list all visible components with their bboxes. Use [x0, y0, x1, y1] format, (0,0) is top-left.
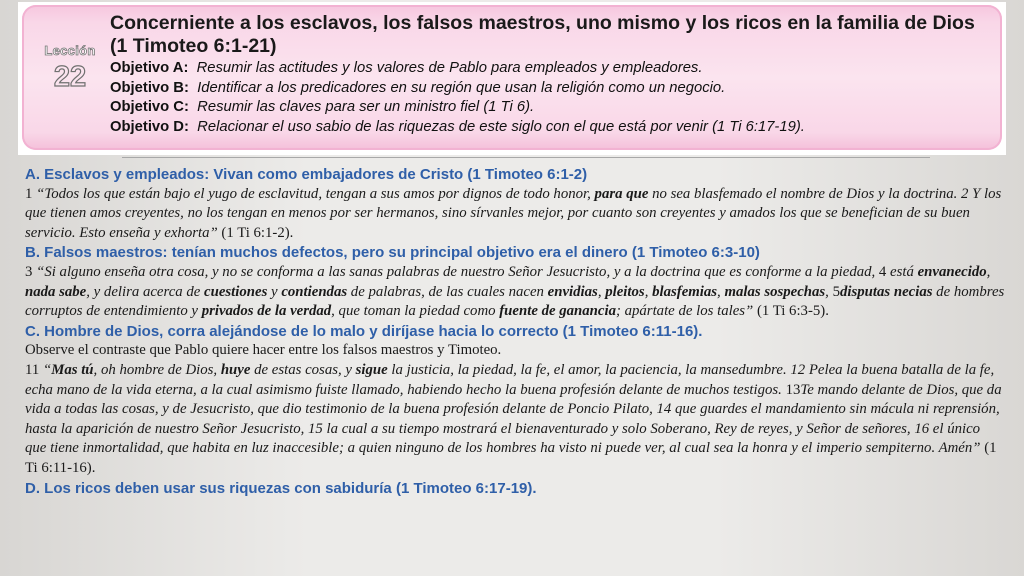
- objective-text: Resumir las claves para ser un ministro fiel (1 Ti 6).: [197, 99, 535, 115]
- lesson-word: Lección: [44, 43, 96, 58]
- scripture-text: y: [267, 283, 282, 300]
- scripture-reference: (1 Ti 6:1-2).: [217, 224, 294, 241]
- objective-label: Objetivo B:: [110, 79, 189, 96]
- verse-number: 4: [878, 263, 891, 280]
- scripture-text: ,: [717, 283, 725, 300]
- scripture-text: de estas cosas, y: [250, 361, 356, 378]
- scripture-emphasis: malas sospechas: [724, 283, 826, 300]
- verse-number: 1: [25, 185, 37, 202]
- scripture-emphasis: contiendas: [281, 283, 348, 300]
- scripture-text: ,: [986, 263, 991, 280]
- verse-number: 13: [785, 381, 801, 398]
- objective-text: Resumir las actitudes y los valores de Pablo para empleados y empleadores.: [196, 60, 703, 76]
- scripture-text: “: [42, 361, 52, 378]
- scripture-emphasis: blasfemias: [652, 283, 718, 300]
- scripture-reference: (1 Ti 6:11-16).: [25, 440, 997, 476]
- scripture-text: ,: [644, 283, 653, 300]
- section-b-passage: [25, 263, 1005, 322]
- scripture-emphasis: cuestiones: [204, 283, 268, 300]
- scripture-text: “Si alguno enseña otra cosa, y no se conforma a las sanas palabras de nuestro Señor Jesucristo, y a la doctrina que es conforme a la piedad,: [36, 263, 879, 280]
- scripture-emphasis: para que: [594, 185, 649, 202]
- objective-label: Objetivo C:: [110, 99, 189, 115]
- scripture-text: la justicia, la piedad, la fe, el amor, la paciencia, la mansedumbre. 12 Pelea la buena batalla de la fe, echa mano de la vida eterna, a la cual asimismo fuiste llamado, habiendo hecho la buena profesión delante de muchos testigos.: [25, 361, 995, 398]
- scripture-text: de hombres corruptos de entendimiento y: [25, 283, 1005, 320]
- objectives-list: [110, 59, 1000, 137]
- scripture-text: ; apártate de los tales”: [615, 303, 754, 320]
- lesson-content: [25, 165, 1005, 498]
- objective-a: [110, 59, 1000, 79]
- objective-label: Objetivo D:: [110, 118, 189, 135]
- objective-b: [110, 79, 1000, 99]
- scripture-emphasis: nada sabe: [25, 283, 87, 300]
- section-a-passage: [25, 185, 1005, 244]
- scripture-emphasis: disputas necias: [839, 283, 933, 300]
- scripture-emphasis: envidias: [547, 283, 598, 300]
- scripture-emphasis: envanecido: [917, 263, 987, 280]
- scripture-emphasis: privados de la verdad: [201, 303, 332, 320]
- scripture-text: ,: [597, 283, 606, 300]
- scripture-text: , que toman la piedad como: [331, 303, 500, 320]
- objective-text: Relacionar el uso sabio de las riquezas de este siglo con el que está por venir (1 Ti 6:17-19).: [197, 118, 805, 135]
- scripture-emphasis: pleitos: [605, 283, 645, 300]
- section-a-heading: A. Esclavos y empleados: Vivan como embajadores de Cristo (1 Timoteo 6:1-2): [25, 166, 588, 183]
- scripture-text: “Todos los que están bajo el yugo de esclavitud, tengan a sus amos por dignos de todo honor,: [36, 185, 595, 202]
- lesson-title: Concerniente a los esclavos, los falsos maestros, uno mismo y los ricos en la familia de Dios (1 Timoteo 6:1-21): [110, 12, 975, 57]
- scripture-emphasis: huye: [220, 361, 251, 378]
- lesson-banner: [22, 5, 1002, 150]
- scripture-reference: (1 Ti 6:3-5).: [753, 303, 829, 320]
- section-d-heading: D. Los ricos deben usar sus riquezas con sabiduría (1 Timoteo 6:17-19).: [25, 479, 537, 497]
- scripture-text: de palabras, de las cuales nacen: [347, 283, 548, 300]
- objective-label: Objetivo A:: [110, 60, 189, 76]
- scripture-emphasis: fuente de ganancia: [499, 303, 616, 320]
- header-divider: [122, 157, 930, 158]
- scripture-text: , oh hombre de Dios,: [93, 361, 221, 378]
- scripture-text: ,: [825, 283, 833, 300]
- objective-c: [110, 98, 1000, 118]
- verse-number: 3: [25, 263, 37, 280]
- verse-number: 5: [832, 283, 840, 300]
- objective-d: [110, 118, 1000, 138]
- lesson-number: 22: [53, 61, 87, 93]
- scripture-text: está: [890, 263, 918, 280]
- scripture-emphasis: Mas tú: [51, 361, 94, 378]
- lesson-badge: [32, 43, 108, 92]
- scripture-text: Te mando delante de Dios, que da vida a todas las cosas, y de Jesucristo, que dio testimonio de la buena profesión delante de Poncio Pilato, 14 que guardes el mandamiento sin mácula ni reprensión, hasta la aparición de nuestro Señor Jesucristo, 15 la cual a su tiempo mostrará el bienaventurado y solo Soberano, Rey de reyes, y Señor de señores, 16 el único que tiene inmortalidad, que habita en luz inaccesible; a quien ninguno de los hombres ha visto ni puede ver, al cual sea la honra y el imperio sempiterno. Amén”: [25, 381, 1002, 457]
- scripture-text: no sea blasfemado el nombre de Dios y la doctrina. 2 Y los que tienen amos creyentes, no los tengan en menos por ser hermanos, sino sírvanles mejor, por cuanto son creyentes y amados los que se benefician de su buen servicio. Esto enseña y exhorta”: [25, 185, 1002, 241]
- section-c-intro: Observe el contraste que Pablo quiere hacer entre los falsos maestros y Timoteo.: [25, 342, 502, 359]
- section-b-heading: B. Falsos maestros: tenían muchos defectos, pero su principal objetivo era el dinero (1 Timoteo 6:3-10): [25, 244, 760, 262]
- section-c-heading: C. Hombre de Dios, corra alejándose de lo malo y diríjase hacia lo correcto (1 Timoteo 6:11-16).: [25, 322, 703, 340]
- lesson-header: [18, 2, 1006, 155]
- section-c-passage: [25, 361, 1005, 479]
- objective-text: Identificar a los predicadores en su región que usan la religión como un negocio.: [197, 79, 726, 96]
- verse-number: 11: [25, 361, 43, 378]
- scripture-text: , y delira acerca de: [86, 283, 205, 300]
- scripture-emphasis: sigue: [355, 361, 388, 378]
